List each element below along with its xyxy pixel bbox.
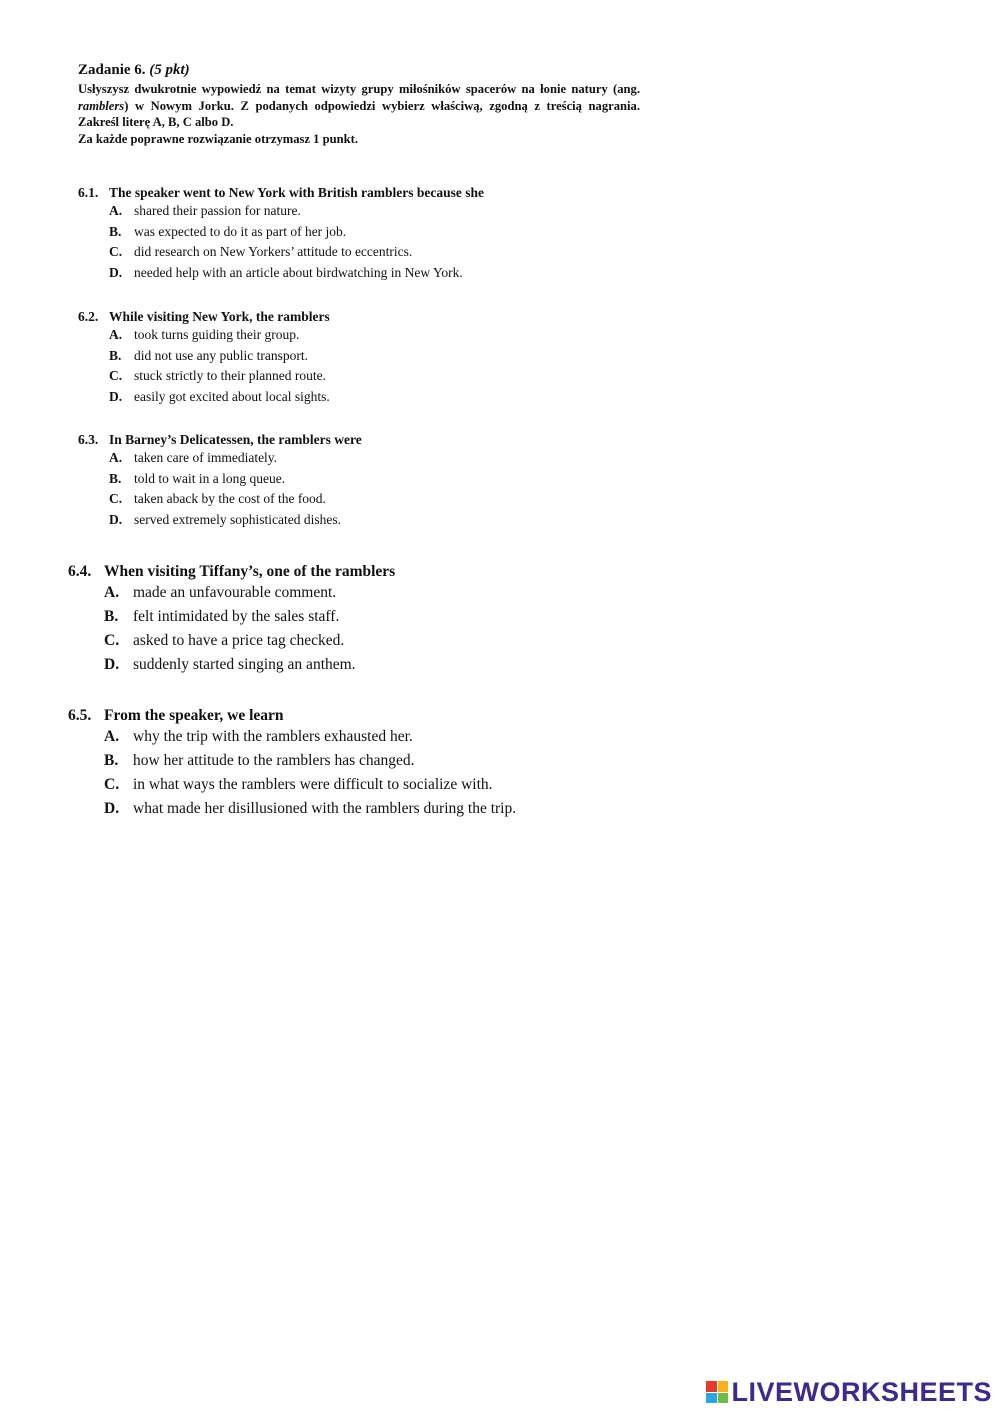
option-letter[interactable]: B.: [109, 223, 122, 239]
logo-square-blue: [706, 1393, 717, 1404]
instructions-part1: Usłyszysz dwukrotnie wypowiedź na temat wizyty grupy miłośników spacerów na łonie natury (ang.: [78, 82, 640, 96]
option-text: stuck strictly to their planned route.: [134, 368, 326, 383]
answer-options: [109, 201, 484, 283]
option-letter[interactable]: C.: [104, 776, 120, 793]
task-points: (5 pkt): [149, 62, 190, 78]
question-6-3: [78, 431, 362, 530]
option-letter[interactable]: D.: [109, 264, 123, 280]
logo-square-yellow: [718, 1381, 729, 1392]
task-title: [78, 62, 640, 79]
answer-option-b[interactable]: [109, 222, 484, 243]
option-text: asked to have a price tag checked.: [133, 632, 345, 649]
answer-option-d[interactable]: [104, 653, 395, 677]
option-text: what made her disillusioned with the ramblers during the trip.: [133, 800, 517, 817]
answer-option-a[interactable]: [109, 325, 330, 346]
option-text: did not use any public transport.: [134, 347, 308, 363]
task-header: [78, 62, 640, 147]
option-text: taken care of immediately.: [134, 450, 278, 465]
question-number: 6.2.: [78, 309, 99, 324]
option-text: was expected to do it as part of her job.: [134, 223, 347, 239]
option-text: needed help with an article about birdwatching in New York.: [134, 264, 463, 280]
answer-option-c[interactable]: [109, 489, 362, 510]
option-text: made an unfavourable comment.: [133, 584, 337, 601]
answer-options: [109, 448, 362, 530]
instructions-scoring: Za każde poprawne rozwiązanie otrzymasz 1 punkt.: [78, 131, 358, 146]
option-letter[interactable]: C.: [109, 491, 123, 506]
question-text: The speaker went to New York with British ramblers because she: [109, 185, 484, 200]
question-number: 6.1.: [78, 185, 99, 200]
question-text: While visiting New York, the ramblers: [109, 309, 330, 324]
option-text: taken aback by the cost of the food.: [134, 491, 326, 506]
option-letter[interactable]: D.: [104, 656, 120, 673]
answer-option-a[interactable]: [104, 581, 395, 605]
option-letter[interactable]: B.: [109, 347, 122, 363]
option-letter[interactable]: A.: [109, 327, 123, 342]
answer-option-b[interactable]: [104, 749, 516, 773]
instructions-part2: ) w Nowym Jorku. Z podanych odpowiedzi wybierz właściwą, zgodną z treścią nagrania. Zakreśl literę A, B, C albo D.: [78, 98, 640, 129]
question-text: When visiting Tiffany’s, one of the ramblers: [104, 563, 396, 580]
option-letter[interactable]: D.: [109, 511, 123, 527]
answer-option-a[interactable]: [109, 448, 362, 469]
answer-option-c[interactable]: [109, 242, 484, 263]
liveworksheets-watermark: [706, 1376, 992, 1407]
question-number: 6.3.: [78, 432, 99, 447]
question-number: 6.5.: [68, 707, 92, 724]
option-text: easily got excited about local sights.: [134, 388, 330, 404]
question-stem: [78, 308, 330, 325]
option-text: did research on New Yorkers’ attitude to eccentrics.: [134, 244, 413, 259]
question-text: In Barney’s Delicatessen, the ramblers were: [109, 432, 362, 447]
liveworksheets-logo-icon: [706, 1381, 728, 1403]
answer-option-c[interactable]: [104, 773, 516, 797]
option-letter[interactable]: A.: [109, 450, 123, 465]
option-text: took turns guiding their group.: [134, 327, 300, 342]
option-letter[interactable]: C.: [109, 368, 123, 383]
option-letter[interactable]: A.: [104, 728, 120, 745]
answer-option-a[interactable]: [109, 201, 484, 222]
answer-option-b[interactable]: [109, 346, 330, 367]
task-instructions: [78, 81, 640, 147]
watermark-text: LIVEWORKSHEETS: [731, 1376, 992, 1407]
instructions-emphasis: ramblers: [78, 98, 125, 113]
answer-options: [104, 581, 395, 677]
option-text: felt intimidated by the sales staff.: [133, 608, 340, 625]
question-6-5: [68, 706, 516, 821]
option-text: why the trip with the ramblers exhausted her.: [133, 728, 413, 745]
option-letter[interactable]: B.: [104, 752, 119, 769]
question-stem: [78, 431, 362, 448]
answer-option-a[interactable]: [104, 725, 516, 749]
option-letter[interactable]: B.: [104, 608, 119, 625]
answer-option-b[interactable]: [109, 469, 362, 490]
question-number: 6.4.: [68, 563, 92, 580]
option-letter[interactable]: D.: [104, 800, 120, 817]
question-stem: [68, 562, 395, 581]
task-title-text: Zadanie 6.: [78, 62, 146, 78]
answer-options: [109, 325, 330, 407]
question-stem: [78, 184, 484, 201]
answer-option-c[interactable]: [104, 629, 395, 653]
logo-square-red: [706, 1381, 717, 1392]
option-text: shared their passion for nature.: [134, 203, 301, 218]
option-text: how her attitude to the ramblers has changed.: [133, 752, 415, 769]
question-6-4: [68, 562, 395, 677]
answer-option-c[interactable]: [109, 366, 330, 387]
answer-option-d[interactable]: [109, 510, 362, 531]
option-text: told to wait in a long queue.: [134, 470, 286, 486]
option-letter[interactable]: C.: [104, 632, 120, 649]
question-stem: [68, 706, 516, 725]
answer-option-d[interactable]: [109, 263, 484, 284]
option-letter[interactable]: A.: [104, 584, 120, 601]
option-letter[interactable]: C.: [109, 244, 123, 259]
question-6-1: [78, 184, 484, 283]
answer-option-d[interactable]: [109, 387, 330, 408]
answer-option-b[interactable]: [104, 605, 395, 629]
option-text: in what ways the ramblers were difficult to socialize with.: [133, 776, 493, 793]
question-6-2: [78, 308, 330, 407]
question-text: From the speaker, we learn: [104, 707, 284, 724]
option-text: served extremely sophisticated dishes.: [134, 511, 341, 527]
option-letter[interactable]: A.: [109, 203, 123, 218]
option-letter[interactable]: B.: [109, 470, 122, 486]
option-text: suddenly started singing an anthem.: [133, 656, 356, 673]
logo-square-green: [718, 1393, 729, 1404]
answer-options: [104, 725, 516, 821]
option-letter[interactable]: D.: [109, 388, 123, 404]
answer-option-d[interactable]: [104, 797, 516, 821]
